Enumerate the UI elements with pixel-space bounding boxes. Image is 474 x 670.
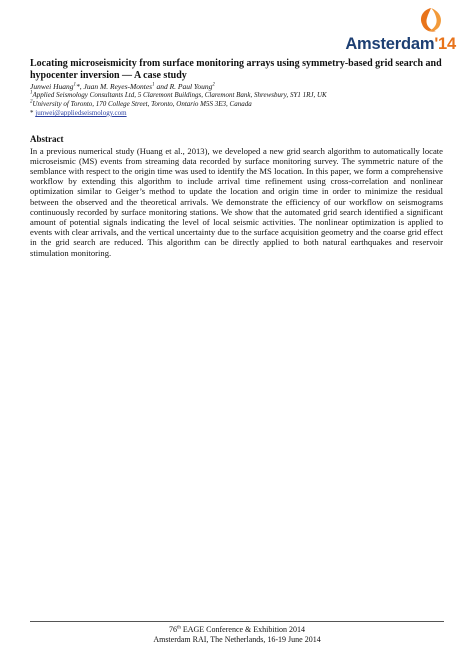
email-mark: * [30, 109, 34, 117]
affiliation-sup: 2 [30, 99, 33, 105]
author-conjunction: and [154, 82, 170, 91]
footer-divider [30, 621, 444, 622]
abstract-heading: Abstract [30, 133, 64, 144]
affiliation-text: Applied Seismology Consultants Ltd, 5 Claremont Buildings, Claremont Bank, Shrewsbury, SY1 1RJ, UK [32, 91, 327, 99]
eage-flame-logo-icon [414, 6, 448, 36]
affiliation-sup: 1 [30, 90, 33, 96]
logo-city: Amsterdam [345, 35, 435, 53]
affiliation-text: University of Toronto, 170 College Street, Toronto, Ontario M5S 3E3, Canada [32, 100, 252, 108]
footer-edition-suffix: th [176, 625, 181, 631]
footer-line-1 [30, 625, 444, 635]
affiliation [30, 100, 443, 109]
paper-content [30, 58, 443, 258]
author-name: Juan M. Reyes-Montes [83, 82, 153, 91]
logo-wordmark [345, 35, 456, 54]
affiliation [30, 91, 443, 100]
paper-title: Locating microseismicity from surface monitoring arrays using symmetry-based grid search and hypocenter inversion — A case study [30, 58, 442, 81]
author-name: R. Paul Young [169, 82, 213, 91]
author-line [30, 82, 443, 91]
author-name: Junwei Huang [30, 82, 74, 91]
abstract-text: In a previous numerical study (Huang et al., 2013), we developed a new grid search algorithm to automatically locate microseismic (MS) events from streaming data recorded by surface monitoring survey. The symmetric nature of the semblance with respect to the origin time was used to identify the MS location. In this paper, we form a comprehensive workflow by extending this algorithm to include arrival time refinement using cross-correlation and nonlinear optimization similar to Geiger’s method to update the location and origin time in order to minimize the residual between the observed and the theoretical arrivals. We demonstrate the efficiency of our workflow on seismograms continuously recorded by surface monitoring stations. We show that the automated grid search identified a significant amount of potential signals indicating the level of local seismic activities. The nonlinear optimization is applied to events with clear arrivals, and the vertical uncertainty due to the surface acquisition geometry and the coarse grid effect in the grid search are reduced. This algorithm can be directly applied to both natural earthquakes and reservoir stimulation monitoring. [30, 145, 443, 258]
footer-edition-number: 76 [168, 625, 177, 634]
author-sup: 1 [152, 82, 155, 88]
author-sup: 1 [73, 82, 77, 88]
author-sup: 2 [212, 82, 215, 88]
footer-line-2: Amsterdam RAI, The Netherlands, 16-19 June 2014 [153, 634, 321, 644]
conference-logo [346, 6, 456, 52]
author-mark: *, [76, 82, 84, 91]
contact-email [30, 109, 443, 118]
logo-year: '14 [434, 35, 456, 53]
footer-conference-name: EAGE Conference & Exhibition 2014 [180, 625, 306, 634]
page-footer [30, 621, 444, 644]
email-link[interactable]: junwei@appliedseismology.com [35, 109, 127, 117]
